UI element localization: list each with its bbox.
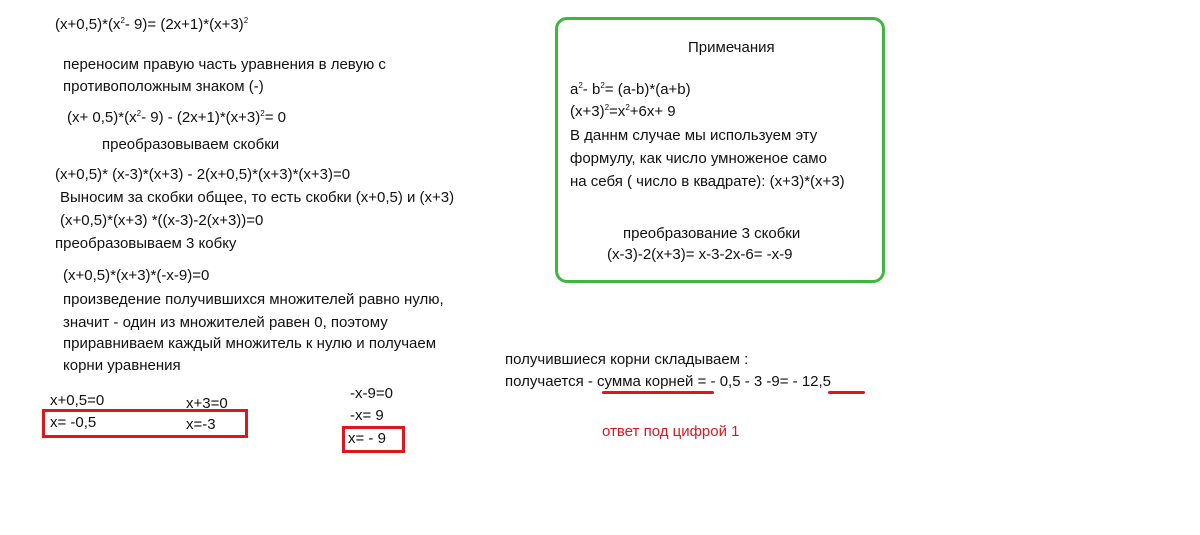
f1-exp1: 2: [578, 81, 583, 90]
root1-solution: x= -0,5: [50, 414, 97, 431]
f1-a: a: [570, 81, 579, 98]
text-product-line3: приравниваем каждый множитель к нулю и получаем: [63, 335, 437, 352]
formula-square-of-sum: [570, 102, 676, 121]
notes-subheading: преобразование 3 скобки: [623, 225, 801, 242]
sum-value: 12,5: [801, 373, 832, 390]
text-common-factor: Выносим за скобки общее, то есть скобки (x+0,5) и (x+3): [60, 189, 455, 206]
equation-moved: [67, 108, 286, 127]
f2-c: +6x+ 9: [629, 103, 676, 120]
eq1-exp2: 2: [243, 16, 249, 25]
notes-paragraph-line3: на себя ( число в квадрате): (x+3)*(x+3): [570, 173, 845, 190]
sum-label-underline: [602, 391, 714, 394]
text-sum-intro: получившиеся корни складываем :: [505, 351, 749, 368]
root3-solution: x= - 9: [348, 430, 386, 447]
notes-title: Примечания: [688, 39, 775, 56]
f1-c: = (a-b)*(a+b): [604, 81, 691, 98]
text-product-line1: произведение получившихся множителей равно нулю,: [63, 291, 444, 308]
root2-equation: x+3=0: [186, 395, 228, 412]
text-third-bracket: преобразовываем 3 кобку: [55, 235, 237, 252]
eq2-part-a: (x+ 0,5)*(x: [67, 109, 137, 126]
eq1-exp1: 2: [120, 16, 125, 25]
equation-original: [55, 15, 248, 34]
root3-intermediate: -x= 9: [350, 407, 384, 424]
text-sum-result: [505, 372, 831, 391]
notes-calculation: (x-3)-2(x+3)= x-3-2x-6= -x-9: [607, 246, 793, 263]
text-transform-brackets: преобразовываем скобки: [102, 136, 280, 153]
text-transfer-line2: противоположным знаком (-): [63, 78, 264, 95]
f2-a: (x+3): [570, 103, 605, 120]
f1-exp2: 2: [600, 81, 605, 90]
eq2-part-c: = 0: [264, 109, 286, 126]
formula-difference-of-squares: [570, 80, 691, 99]
eq2-exp1: 2: [136, 109, 142, 118]
f1-b: - b: [582, 81, 601, 98]
f2-exp2: 2: [625, 103, 630, 112]
eq1-part-a: (x+0,5)*(x: [55, 16, 121, 33]
text-transfer-line1: переносим правую часть уравнения в левую с: [63, 56, 386, 73]
root2-solution: x=-3: [186, 416, 216, 433]
notes-paragraph-line2: формулу, как число умноженое само: [570, 150, 827, 167]
notes-paragraph-line1: В даннм случае мы используем эту: [570, 127, 818, 144]
eq2-part-b: - 9) - (2x+1)*(x+3): [141, 109, 261, 126]
root3-equation: -x-9=0: [350, 385, 393, 402]
equation-simplified: (x+0,5)*(x+3)*(-x-9)=0: [63, 267, 210, 284]
text-product-line4: корни уравнения: [63, 357, 181, 374]
sum-value-underline: [828, 391, 865, 394]
sum-prefix: получается -: [505, 373, 598, 390]
f2-b: =x: [609, 103, 626, 120]
answer-text: ответ под цифрой 1: [602, 423, 740, 440]
root1-equation: x+0,5=0: [50, 392, 105, 409]
sum-label: сумма корней: [597, 373, 694, 390]
equation-factored: (x+0,5)*(x+3) *((x-3)-2(x+3))=0: [60, 212, 264, 229]
equation-expanded: (x+0,5)* (x-3)*(x+3) - 2(x+0,5)*(x+3)*(x+3)=0: [55, 166, 351, 183]
eq2-exp2: 2: [260, 109, 265, 118]
text-product-line2: значит - один из множителей равен 0, поэтому: [63, 314, 388, 331]
eq1-part-b: - 9)= (2x+1)*(x+3): [124, 16, 244, 33]
f2-exp1: 2: [604, 103, 610, 112]
sum-expression: = - 0,5 - 3 -9= -: [693, 373, 802, 390]
